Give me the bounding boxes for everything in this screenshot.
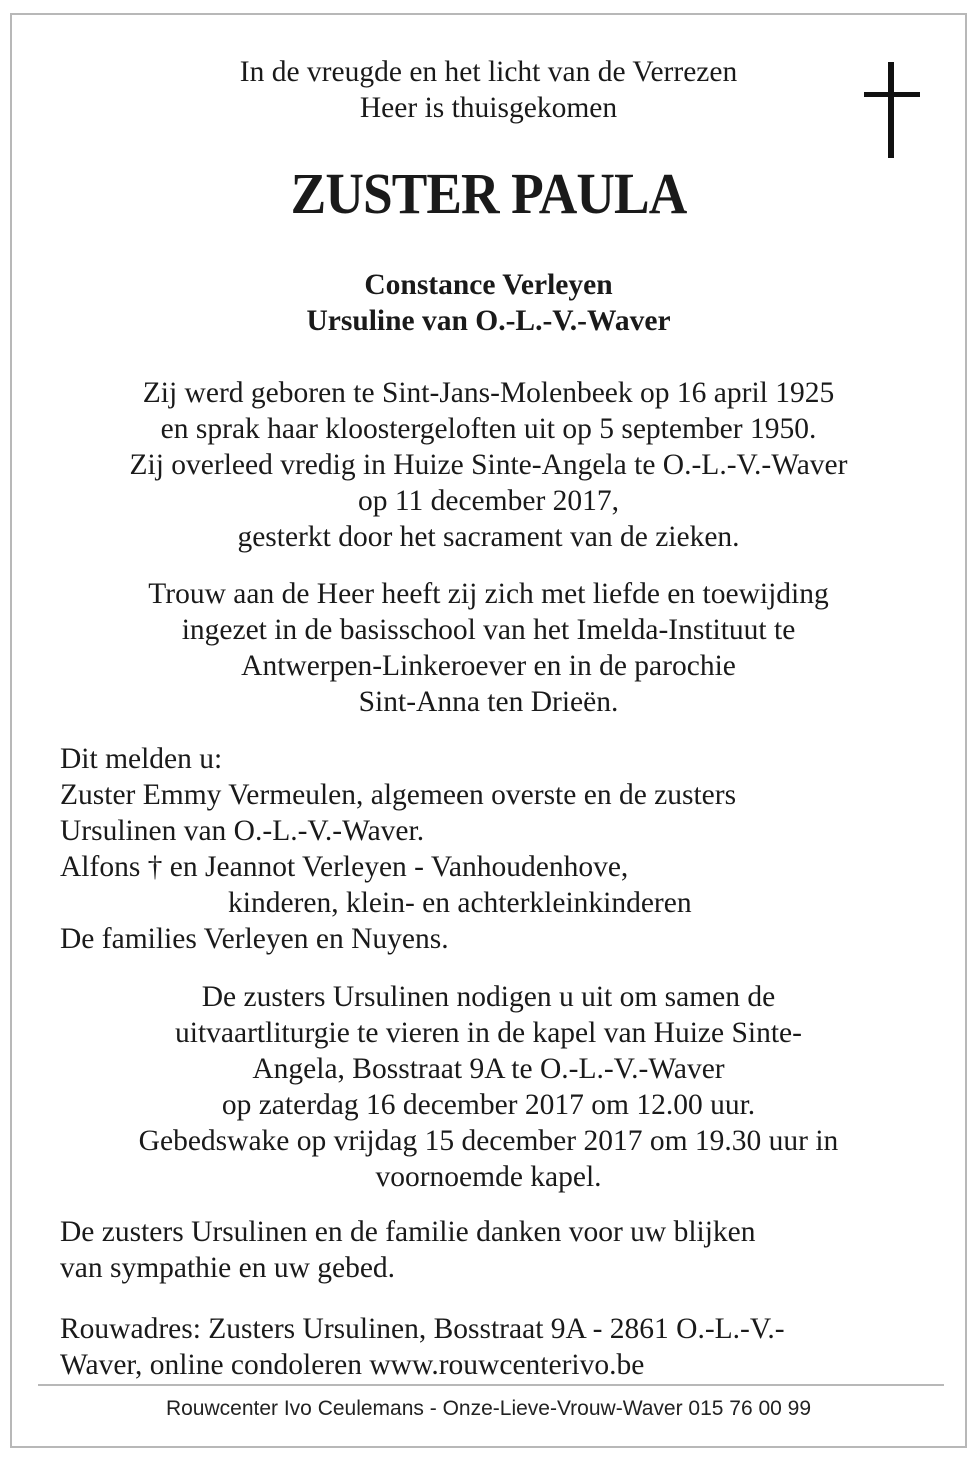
subtitle: Constance Verleyen Ursuline van O.-L.-V.-Waver — [306, 269, 671, 337]
thanks-paragraph: De zusters Ursulinen en de familie danken voor uw blijken van sympathie en uw gebed. — [60, 1216, 756, 1284]
deceased-name: ZUSTER PAULA — [290, 161, 687, 226]
footer-divider — [38, 1384, 944, 1386]
announcers-paragraph: Dit melden u: Zuster Emmy Vermeulen, algemeen overste en de zusters Ursulinen van O.-L.-V.-Waver. Alfons † en Jeannot Verleyen - Vanhoudenhove, kinderen, klein- en achterkleinkinderen De families Verleyen en Nuyens. — [60, 743, 737, 955]
address-paragraph: Rouwadres: Zusters Ursulinen, Bosstraat 9A - 2861 O.-L.-V.- Waver, online condoleren www.rouwcenterivo.be — [60, 1313, 785, 1381]
tribute-paragraph: Trouw aan de Heer heeft zij zich met liefde en toewijding ingezet in de basisschool van het Imelda-Instituut te Antwerpen-Linkeroever en in de parochie Sint-Anna ten Drieën. — [148, 578, 829, 718]
funeral-paragraph: De zusters Ursulinen nodigen u uit om samen de uitvaartliturgie te vieren in de kapel van Huize Sinte- Angela, Bosstraat 9A te O.-L.-V.-Waver op zaterdag 16 december 2017 om 12.00 uur. Gebedswake op vrijdag 15 december 2017 om 19.30 uur in voornoemde kapel. — [138, 981, 839, 1193]
footer-text: Rouwcenter Ivo Ceulemans - Onze-Lieve-Vrouw-Waver 015 76 00 99 — [165, 1397, 812, 1420]
bio-paragraph: Zij werd geboren te Sint-Jans-Molenbeek op 16 april 1925 en sprak haar kloostergeloften uit op 5 september 1950. Zij overleed vredig in Huize Sinte-Angela te O.-L.-V.-Waver op 11 december 2017, gesterkt door het sacrament van de zieken. — [129, 377, 848, 553]
intro-text: In de vreugde en het licht van de Verrezen Heer is thuisgekomen — [239, 56, 738, 124]
